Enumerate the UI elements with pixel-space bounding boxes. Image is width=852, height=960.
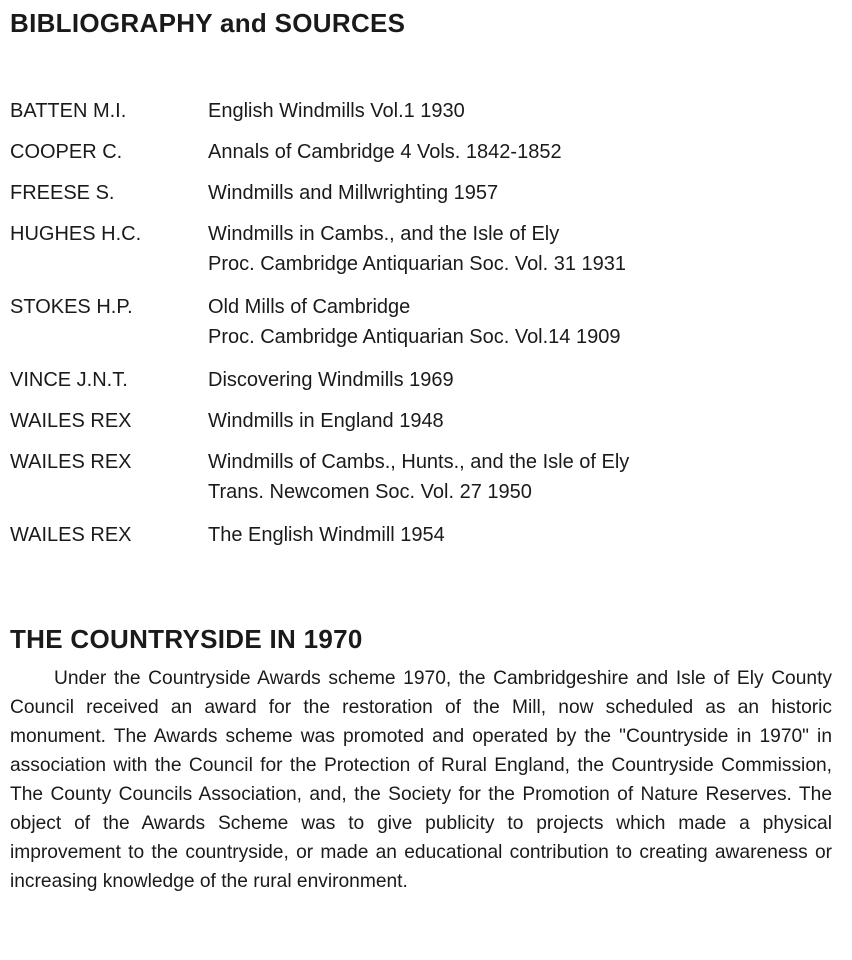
entry-works	[208, 447, 830, 507]
entry-works	[208, 219, 830, 279]
entry-work-line: The English Windmill 1954	[208, 524, 445, 546]
bibliography-entry	[10, 447, 830, 507]
entry-works	[208, 406, 830, 436]
entry-works	[208, 292, 830, 352]
bibliography-title: BIBLIOGRAPHY and SOURCES	[10, 8, 406, 38]
bibliography-entry	[10, 219, 830, 279]
entry-work-line: Proc. Cambridge Antiquarian Soc. Vol. 31 1931	[208, 253, 627, 275]
bibliography-entry	[10, 292, 830, 352]
countryside-body: Under the Countryside Awards scheme 1970, the Cambridgeshire and Isle of Ely County Council received an award for the restoration of the Mill, now scheduled as an historic monument. The Awards scheme was promoted and operated by the "Countryside in 1970" in association with the Council for the Protection of Rural England, the Countryside Commission, The County Councils Association, and, the Society for the Promotion of Nature Reserves. The object of the Awards Scheme was to give publicity to projects which made a physical improvement to the countryside, or made an educational contribution to creating awareness or increasing knowledge of the rural environment.	[10, 668, 832, 892]
entry-author: COOPER C.	[10, 141, 123, 163]
bibliography-entry	[10, 178, 830, 208]
entry-work-line: Trans. Newcomen Soc. Vol. 27 1950	[208, 481, 532, 503]
entry-author: HUGHES H.C.	[10, 223, 142, 245]
bibliography-list	[10, 96, 830, 561]
entry-works	[208, 520, 830, 550]
countryside-title: THE COUNTRYSIDE IN 1970	[10, 624, 363, 654]
entry-author: VINCE J.N.T.	[10, 369, 128, 391]
entry-works	[208, 137, 830, 167]
bibliography-entry	[10, 365, 830, 395]
entry-author: WAILES REX	[10, 524, 132, 546]
entry-work-line: Windmills of Cambs., Hunts., and the Isle of Ely	[208, 451, 630, 473]
entry-work-line: Windmills and Millwrighting 1957	[208, 182, 499, 204]
entry-work-line: Old Mills of Cambridge	[208, 296, 411, 318]
entry-work-line: English Windmills Vol.1 1930	[208, 100, 465, 122]
entry-author: WAILES REX	[10, 410, 132, 432]
entry-author: STOKES H.P.	[10, 296, 133, 318]
entry-work-line: Proc. Cambridge Antiquarian Soc. Vol.14 1909	[208, 326, 621, 348]
entry-author: BATTEN M.I.	[10, 100, 127, 122]
entry-works	[208, 96, 830, 126]
entry-work-line: Discovering Windmills 1969	[208, 369, 454, 391]
entry-author: FREESE S.	[10, 182, 115, 204]
bibliography-entry	[10, 137, 830, 167]
bibliography-entry	[10, 96, 830, 126]
entry-works	[208, 365, 830, 395]
bibliography-entry	[10, 520, 830, 550]
entry-work-line: Annals of Cambridge 4 Vols. 1842-1852	[208, 141, 562, 163]
entry-work-line: Windmills in England 1948	[208, 410, 444, 432]
entry-works	[208, 178, 830, 208]
entry-work-line: Windmills in Cambs., and the Isle of Ely	[208, 223, 560, 245]
entry-author: WAILES REX	[10, 451, 132, 473]
bibliography-entry	[10, 406, 830, 436]
